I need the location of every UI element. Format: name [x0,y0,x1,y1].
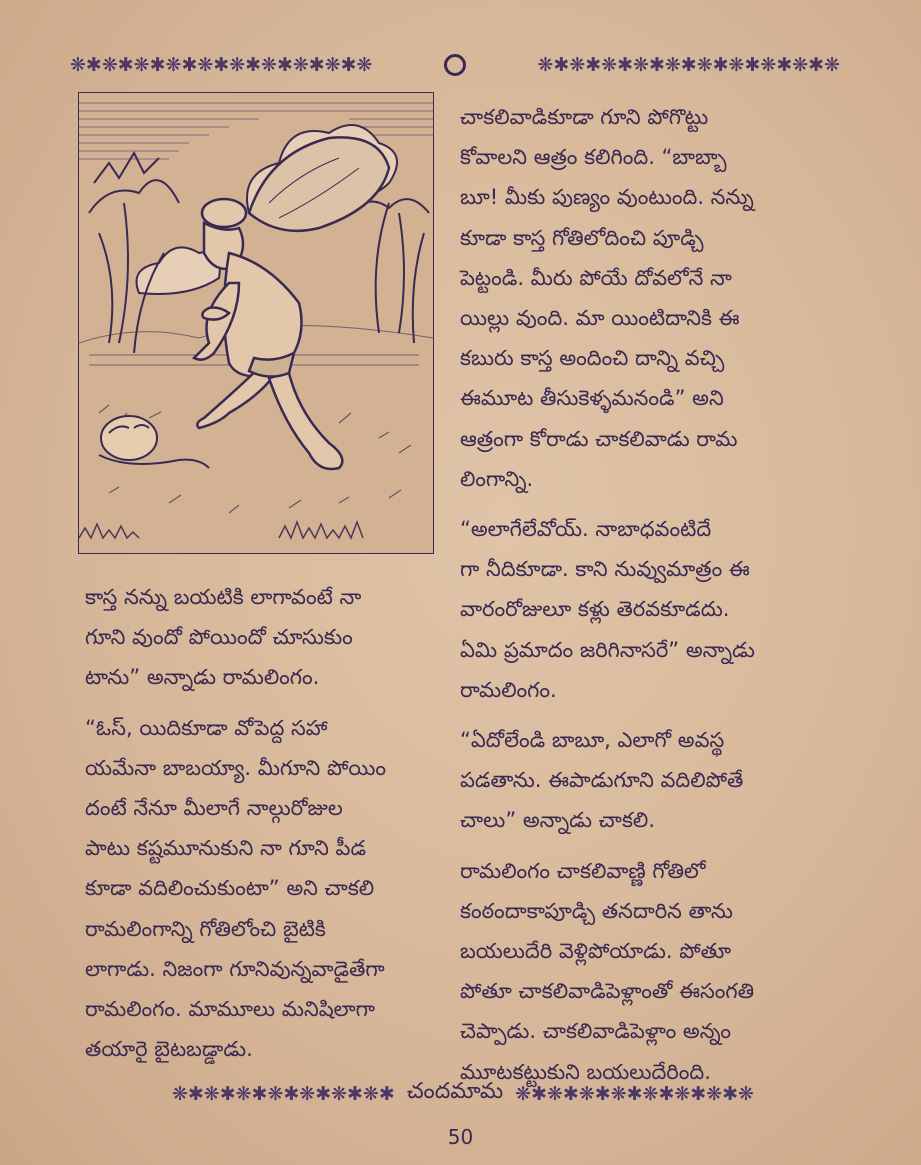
text-line: బయలుదేరి వెళ్లిపోయాడు. పోతూ [460,939,731,964]
text-line: కూడా వదిలించుకుంటా” అని చాకలి [85,876,375,901]
text-line: వారంరోజులూ కళ్లు తెరవకూడదు. [460,597,730,622]
magazine-name: చందమామ [406,1079,504,1104]
text-line: కంఠందాకాపూడ్చి తనదారిన తాను [460,898,733,923]
paragraph-gap [460,841,840,851]
text-line: లింగాన్ని. [460,466,534,491]
text-line: కోవాలని ఆత్రం కలిగింది. “బాబ్బా [460,145,727,170]
text-line: కూడా కాస్త గోతిలోదించి పూడ్చి [460,225,704,250]
bottom-border-ornament-left: ❋✱❋✱❋✱❋✱❋✱❋✱❋✱ [171,1083,395,1105]
text-line: “అలాగేలేవోయ్. నాబాధవంటిదే [460,517,712,542]
text-line: తయారై బైటబడ్డాడు. [85,1037,253,1062]
text-line: ఈమూట తీసుకెళ్ళమనండి” అని [460,386,724,411]
page-number: 50 [447,1125,474,1149]
text-line: గా నీదికూడా. కాని నువ్వుమాత్రం ఈ [460,557,750,582]
text-line: పోతూ చాకలివాడిపెళ్లాంతో ఈసంగతి [460,979,755,1004]
text-line: గూని వుందో పోయిందో చూసుకుం [85,625,353,650]
paragraph [85,577,445,698]
text-line: కబురు కాస్త అందించి దాన్ని వచ్చి [460,346,725,371]
text-line: రామలింగం. మామూలు మనిషిలాగా [85,997,376,1022]
text-line: రామలింగాన్ని గోతిలోంచి బైటికి [85,916,326,941]
paragraph [85,708,445,1070]
paragraph-gap [85,698,445,708]
top-decorative-border [70,48,840,82]
text-line: పాటు కష్టమూనుకుని నా గూని పీడ [85,836,366,861]
paragraph [460,851,840,1092]
text-line: ఏమి ప్రమాదం జరిగినాసరే” అన్నాడు [460,637,755,662]
text-line: దంటే నేనూ మీలాగే నాల్గురోజుల [85,796,343,821]
paragraph-gap [460,499,840,509]
bottom-border-ornament-right: ❋✱❋✱❋✱❋✱❋✱❋✱❋✱❋ [515,1083,754,1105]
text-line: చాకలివాడికూడా గూని పోగొట్టు [460,105,709,129]
left-text-column [85,577,445,1069]
text-line: “ఏదోలేండి బాబూ, ఎలాగో అవస్థ [460,728,725,753]
text-line: బూ! మీకు పుణ్యం వుంటుంది. నన్ను [460,185,754,210]
text-line: యిల్లు వుంది. మా యింటిదానికి ఈ [460,306,740,331]
circle-ornament-icon [444,54,466,76]
right-text-column [460,97,840,1092]
text-line: యమేనా బాబయ్యా. మీగూని పోయిం [85,755,386,780]
text-line: ఆత్రంగా కోరాడు చాకలివాడు రామ [460,426,738,451]
top-border-ornament-left: ❋✱❋✱❋✱❋✱❋✱❋✱❋✱❋✱❋✱❋ [70,54,373,76]
text-line: కాస్త నన్ను బయటికి లాగావంటే నా [85,585,362,609]
text-line: పెట్టండి. మీరు పోయే దోవలోనే నా [460,265,732,290]
text-line: లాగాడు. నిజంగా గూనివున్నవాడైతేగా [85,956,385,981]
story-illustration [78,92,434,554]
text-line: “ఓస్, యిదికూడా వోపెద్ద సహా [85,715,328,740]
text-line: రామలింగం చాకలివాణ్ణి గోతిలో [460,858,706,883]
text-line: టాను” అన్నాడు రామలింగం. [85,665,320,690]
paragraph [460,720,840,841]
paragraph-gap [460,710,840,720]
text-line: పడతాను. ఈపాడుగూని వదిలిపోతే [460,768,744,793]
top-border-ornament-right: ❋✱❋✱❋✱❋✱❋✱❋✱❋✱❋✱❋✱❋ [537,54,840,76]
text-line: మూటకట్టుకుని బయలుదేరింది. [460,1059,711,1084]
text-line: చెప్పాడు. చాకలివాడిపెళ్లాం అన్నం [460,1019,732,1044]
paragraph [460,509,840,710]
paragraph [460,97,840,499]
text-line: చాలు” అన్నాడు చాకలి. [460,808,655,833]
bottom-decorative-border [70,1077,840,1111]
text-line: రామలింగం. [460,677,557,702]
